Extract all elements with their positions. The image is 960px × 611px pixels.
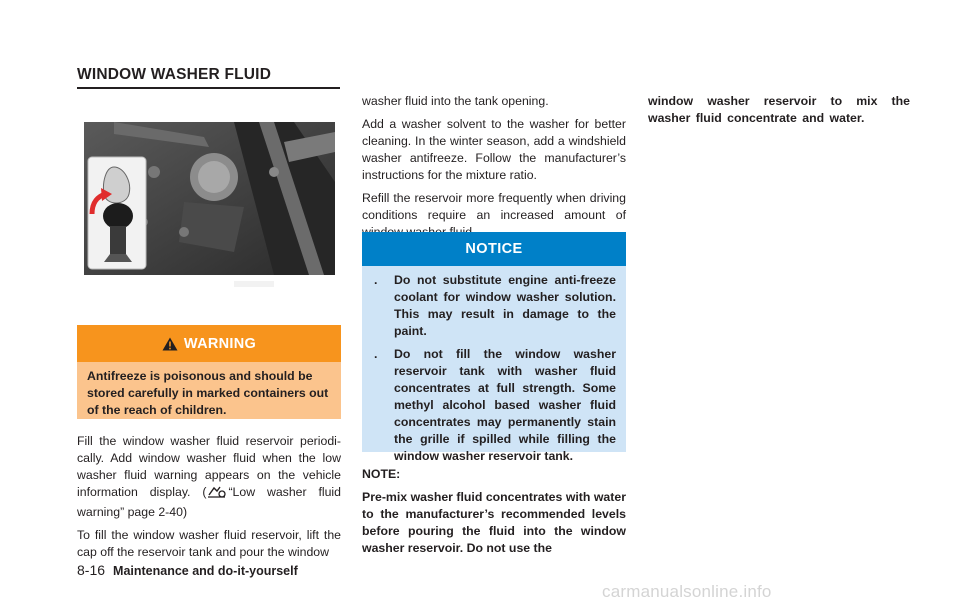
note-text: Pre-mix washer fluid concentrates with water to the manufacturer’s recommended levels before pouring the fluid into the window washer reservoir. Do not use the xyxy=(362,490,626,555)
notice-item: . Do not substitute engine anti-freeze coolant for window washer solution. This may result in damage to the paint. xyxy=(374,273,616,338)
warning-text: Antifreeze is poisonous and should be stored carefully in marked containers out of the reach of children. xyxy=(87,369,329,417)
paragraph-fill-instructions: To fill the window washer fluid reservoir, lift the cap off the reservoir tank and pour the window xyxy=(77,528,341,559)
middle-column xyxy=(362,93,626,247)
notice-item: . Do not fill the window washer reservoir tank with washer fluid concentrates at full strength. Some methyl alcohol based washer fluid concentrates may permanently stain the grille if spilled while filling the window washer reservoir tank. xyxy=(374,347,616,463)
footer-section-name: Maintenance and do-it-yourself xyxy=(113,564,298,578)
note-label: NOTE: xyxy=(362,467,401,481)
paragraph-pour: washer fluid into the tank opening. xyxy=(362,94,549,108)
reference-icon xyxy=(207,485,227,504)
page-footer xyxy=(77,562,298,578)
notice-box xyxy=(362,232,626,463)
section-title: WINDOW WASHER FLUID xyxy=(77,66,272,83)
washer-reservoir-illustration xyxy=(84,122,335,275)
warning-header xyxy=(77,325,341,362)
right-column xyxy=(648,93,910,133)
note-section xyxy=(362,466,626,563)
title-divider xyxy=(77,87,340,89)
figure-caption xyxy=(84,277,335,289)
notice-list xyxy=(362,266,626,465)
notice-heading: NOTICE xyxy=(362,232,626,266)
warning-triangle-icon xyxy=(162,337,178,351)
watermark: carmanualsonline.info xyxy=(602,582,772,601)
page-number: 8-16 xyxy=(77,562,106,578)
note-continuation: window washer reservoir to mix the washer fluid concentrate and water. xyxy=(648,94,910,125)
paragraph-refill-frequency: Refill the reservoir more frequently when driving conditions require an increased amount of xyxy=(362,191,626,222)
paragraph-solvent: Add a washer solvent to the washer for better cleaning. In the winter season, add a windshield washer antifreeze. Follow the manufacturer’s instructions for the mixture ratio. xyxy=(362,117,626,182)
warning-heading: WARNING xyxy=(183,335,257,352)
warning-box xyxy=(77,325,341,419)
left-column xyxy=(77,433,341,567)
paragraph-refill-intro: Fill the window washer fluid reservoir periodi-cally. Add window washer fluid when the low washer fluid warning appears on the vehicle information display. ( “Low washer fluid warning” page 2-40) xyxy=(77,434,342,519)
